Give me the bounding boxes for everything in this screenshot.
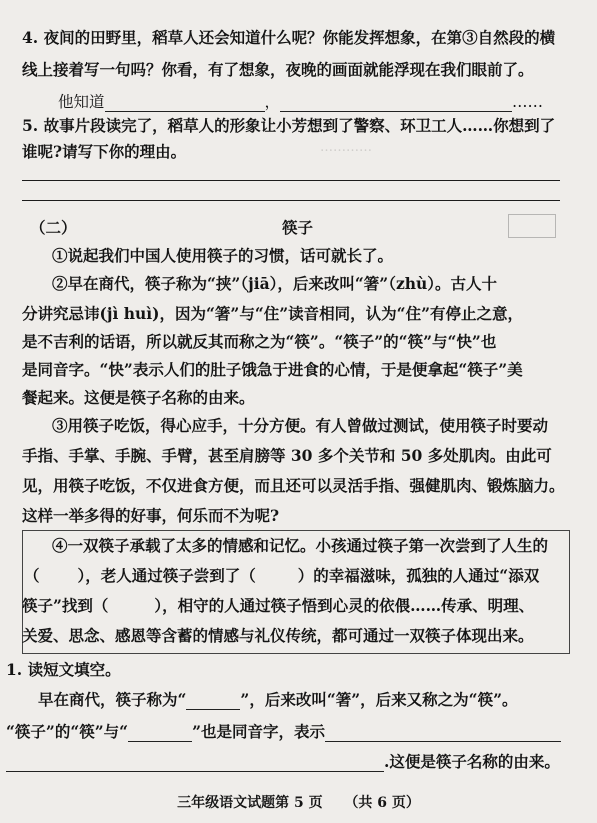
answer-blank-1[interactable] [105,95,265,112]
page-footer [0,792,597,812]
passage-paragraph-4-line-1: ④一双筷子承载了太多的情感和记忆。小孩通过筷子第一次尝到了人生的 [52,536,549,555]
exercise-1-line-1 [38,690,518,710]
question-5-line-1: 5. 故事片段读完了，稻草人的形象让小芳想到了警察、环卫工人……你想到了 [22,116,556,135]
passage-paragraph-4-line-4: 关爱、思念、感恩等含蓄的情感与礼仪传统，都可通过一双筷子体现出来。 [22,626,534,645]
passage-paragraph-4-line-2 [24,566,539,586]
exercise-blank-1[interactable] [186,693,240,710]
section-label: （二） [30,218,77,237]
footer-total-pages: （共 6 页） [344,795,420,811]
passage-paragraph-4-line-3 [22,596,534,616]
answer-suffix: …… [512,93,544,111]
passage-paragraph-3-line-1: ③用筷子吃饭，得心应手，十分方便。有人曾做过测试，使用筷子时要动 [52,416,549,435]
passage-paragraph-2-line-5: 餐起来。这便是筷子名称的由来。 [22,388,255,407]
question-5-line-2: 谁呢?请写下你的理由。 [22,142,187,161]
section-title: 筷子 [282,218,314,237]
paragraph-4-text-b: ），老人通过筷子尝到了（ [77,566,256,585]
bleed-through-text: ………… [320,140,372,155]
exercise-1-text-d: ”也是同音字，表示 [192,722,325,741]
passage-paragraph-2-line-2: 分讲究忌讳(jì huì)，因为“箸”与“住”读音相同，认为“住”有停止之意， [22,304,523,323]
passage-paragraph-2-line-1: ②早在商代，筷子称为“挟”（jiā），后来改叫“箸”（zhù）。古人十 [52,274,498,293]
exercise-blank-4[interactable] [6,755,384,772]
paragraph-4-text-e: ），相守的人通过筷子悟到心灵的依偎……传承、明理、 [154,596,535,615]
exercise-blank-3[interactable] [325,725,561,742]
exercise-blank-2[interactable] [128,725,192,742]
answer-separator: ， [264,93,281,111]
question-4-answer-line [58,92,543,112]
answer-rule-1[interactable] [22,180,560,181]
passage-paragraph-2-line-3: 是不吉利的话语，所以就反其而称之为“筷”。“筷子”的“筷”与“快”也 [22,332,497,351]
passage-paragraph-1: ①说起我们中国人使用筷子的习惯，话可就长了。 [52,246,394,265]
answer-prefix: 他知道 [58,93,105,111]
exercise-1-text-a: 早在商代，筷子称为“ [38,690,187,709]
passage-paragraph-3-line-3: 见，用筷子吃饭，不仅进食方便，而且还可以灵活手指、强健肌肉、锻炼脑力。 [22,476,565,495]
exercise-1-line-3 [6,752,560,772]
exercise-1-text-c: “筷子”的“筷”与“ [6,722,129,741]
paragraph-4-text-d: 筷子”找到（ [22,596,109,615]
exercise-1-line-2 [6,722,561,742]
margin-box [508,214,556,238]
paragraph-4-text-c: ）的幸福滋味，孤独的人通过“添双 [297,566,540,585]
exercise-1-title: 1. 读短文填空。 [6,660,121,679]
paren-open-1: （ [24,566,40,585]
question-4-line-2: 线上接着写一句吗？你看，有了想象，夜晚的画面就能浮现在我们眼前了。 [22,60,534,79]
passage-paragraph-3-line-4: 这样一举多得的好事，何乐而不为呢? [22,506,280,525]
footer-page-label: 三年级语文试题第 5 页 [177,795,323,811]
passage-paragraph-3-line-2: 手指、手掌、手腕、手臂，甚至肩膀等 30 多个关节和 50 多处肌肉。由此可 [22,446,552,465]
exercise-1-text-b: ”，后来改叫“箸”，后来又称之为“筷”。 [240,690,518,709]
passage-paragraph-2-line-4: 是同音字。“快”表示人们的肚子饿急于进食的心情，于是便拿起“筷子”美 [22,360,523,379]
exercise-1-text-e: .这便是筷子名称的由来。 [384,752,560,771]
answer-blank-2[interactable] [280,95,512,112]
question-4-line-1: 4. 夜间的田野里，稻草人还会知道什么呢？你能发挥想象，在第③自然段的横 [22,28,556,47]
answer-rule-2[interactable] [22,200,560,201]
